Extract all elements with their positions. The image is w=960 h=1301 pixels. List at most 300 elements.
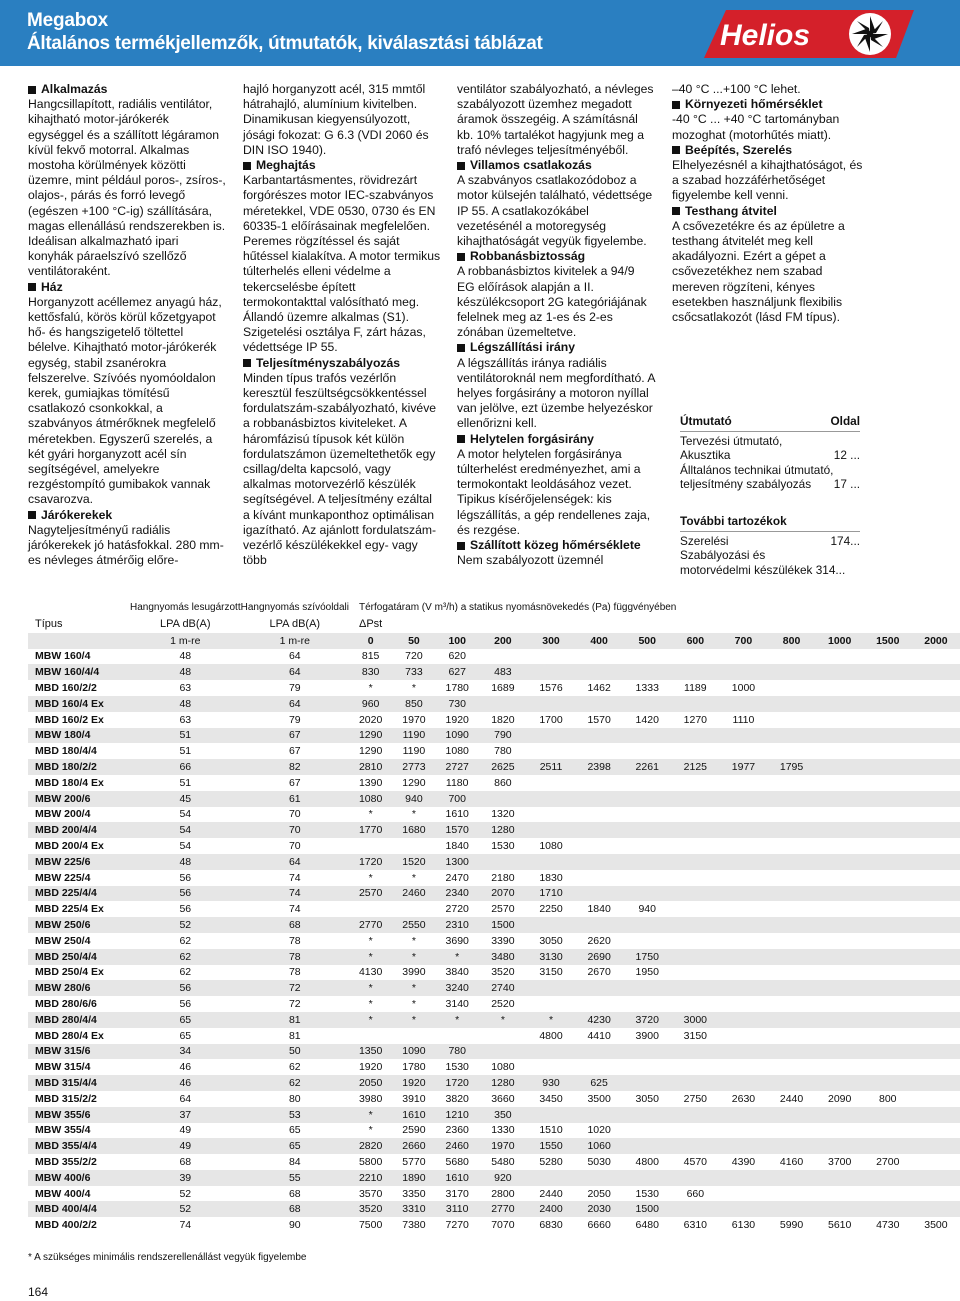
airflow-cell: 1530 (445, 1061, 469, 1074)
airflow-cell (719, 870, 767, 886)
airflow-cell: 2030 (575, 1201, 623, 1217)
type-cell: MBW 200/4 (35, 808, 91, 821)
airflow-cell (912, 870, 960, 886)
airflow-cell: 3150 (683, 1029, 708, 1042)
type-cell: MBD 280/6/6 (35, 998, 97, 1011)
airflow-cell (623, 838, 671, 854)
noise-cell: 62 (179, 934, 192, 947)
airflow-cell (479, 696, 527, 712)
airflow-cell (575, 854, 623, 870)
airflow-cell (912, 822, 960, 838)
table-row (28, 933, 960, 949)
airflow-cell (527, 649, 575, 665)
airflow-cell (719, 854, 767, 870)
airflow-cell: 2590 (402, 1124, 426, 1137)
noise-cell: 74 (241, 886, 349, 902)
airflow-cell (768, 886, 816, 902)
airflow-cell: 2550 (392, 917, 435, 933)
body-paragraph: Nem szabályozott üzemnél (457, 553, 604, 568)
airflow-cell: * (368, 682, 373, 695)
bullet-square-icon (243, 162, 251, 170)
airflow-cell (768, 775, 816, 791)
pressure-header-cell: 2000 (912, 633, 960, 649)
airflow-cell (912, 807, 960, 823)
airflow-cell (864, 870, 912, 886)
airflow-cell: * (411, 682, 416, 695)
airflow-cell (527, 980, 575, 996)
bullet-square-icon (457, 435, 465, 443)
header-dp: ΔPst (359, 618, 383, 631)
airflow-cell (719, 1028, 767, 1044)
noise-cell: 39 (130, 1170, 241, 1186)
airflow-cell: 4800 (635, 1155, 659, 1168)
type-cell: MBD 355/4/4 (28, 1138, 130, 1154)
airflow-cell (768, 965, 816, 981)
airflow-cell: 2020 (358, 713, 383, 726)
airflow-cell (912, 664, 960, 680)
airflow-cell (719, 1138, 767, 1154)
airflow-cell: 1060 (575, 1138, 623, 1154)
airflow-cell (864, 696, 912, 712)
section-heading (457, 538, 655, 553)
airflow-cell (527, 807, 575, 823)
airflow-cell (719, 728, 767, 744)
airflow-cell (719, 1012, 767, 1028)
airflow-cell (479, 1044, 527, 1060)
airflow-cell (816, 1044, 864, 1060)
airflow-cell (719, 1059, 767, 1075)
airflow-cell: 2630 (731, 1092, 756, 1105)
noise-cell: 82 (241, 759, 349, 775)
pressure-header-cell: 800 (768, 633, 816, 649)
airflow-cell (816, 1186, 864, 1202)
airflow-cell: 780 (436, 1044, 479, 1060)
table-row (28, 1138, 960, 1154)
airflow-cell: 1520 (392, 854, 435, 870)
airflow-cell: 483 (479, 664, 527, 680)
airflow-cell (671, 791, 719, 807)
airflow-cell (768, 822, 816, 838)
airflow-cell: 660 (686, 1187, 705, 1200)
airflow-cell: 1830 (539, 871, 563, 884)
airflow-cell: 960 (349, 696, 392, 712)
airflow-cell (912, 949, 960, 965)
table-row (28, 1044, 960, 1060)
noise-cell: 54 (179, 808, 192, 821)
airflow-cell (671, 1059, 719, 1075)
airflow-cell (719, 1201, 767, 1217)
airflow-cell: 1290 (358, 745, 383, 758)
airflow-cell: 5770 (402, 1155, 426, 1168)
airflow-cell: 4230 (575, 1012, 623, 1028)
pressure-header-cell: 1500 (864, 633, 912, 649)
airflow-cell (623, 870, 671, 886)
airflow-cell (864, 775, 912, 791)
body-paragraph: A szabványos csatlakozódoboz a motor külsején található, védettsége IP 55. A csatlakozókábel vezetésénél a motoregység kihajthatóságát vegyük figyelembe. (457, 173, 653, 249)
airflow-cell: 2050 (587, 1187, 611, 1200)
logo-fan-icon (849, 13, 891, 55)
table-row (28, 1091, 960, 1107)
type-cell: MBD 200/4/4 (28, 822, 130, 838)
airflow-cell: 940 (392, 791, 435, 807)
airflow-cell: 1110 (732, 713, 755, 726)
airflow-cell: 1180 (445, 776, 469, 789)
airflow-cell: 1610 (392, 1107, 435, 1123)
noise-cell: 65 (288, 1124, 301, 1137)
type-cell: MBW 225/6 (28, 854, 130, 870)
accessories-row-label: motorvédelmi készülékek 314... (680, 562, 846, 577)
airflow-cell (912, 696, 960, 712)
noise-cell: 79 (288, 682, 301, 695)
noise-cell: 80 (288, 1092, 301, 1105)
section-heading (457, 432, 655, 447)
airflow-cell (816, 1075, 864, 1091)
bullet-square-icon (672, 146, 680, 154)
type-cell: MBD 250/4 Ex (35, 966, 104, 979)
bullet-square-icon (457, 162, 465, 170)
noise-cell: 67 (241, 728, 349, 744)
airflow-cell (864, 743, 912, 759)
body-paragraph: A légszállítás iránya radiális ventilátoroknál nem megfordítható. A helyes forgásirány a motoron nyíllal van jelölve, ezt üzembe helyezéskor ellenőrizni kell. (457, 355, 655, 431)
airflow-cell: 1333 (635, 682, 659, 695)
table-row (28, 1075, 960, 1091)
airflow-cell (671, 649, 719, 665)
airflow-cell (816, 1201, 864, 1217)
noise-cell: 54 (130, 822, 241, 838)
airflow-cell (623, 1123, 671, 1139)
airflow-cell (575, 649, 623, 665)
noise-cell: 64 (288, 650, 301, 663)
noise-cell: 66 (130, 759, 241, 775)
airflow-cell: 2810 (349, 759, 392, 775)
airflow-cell (575, 664, 623, 680)
airflow-cell (527, 743, 575, 759)
airflow-cell: 620 (448, 650, 466, 663)
airflow-cell: 1280 (479, 1075, 527, 1091)
noise-cell: 49 (179, 1124, 192, 1137)
noise-cell: 74 (179, 1219, 192, 1232)
airflow-cell: 1530 (491, 840, 515, 853)
airflow-cell (719, 696, 767, 712)
accessories-row-page: 174... (830, 533, 860, 548)
airflow-cell (864, 1044, 912, 1060)
type-cell: MBD 225/4 Ex (35, 903, 104, 916)
pressure-header-cell: 100 (436, 633, 479, 649)
guide-page-label: Oldal (830, 414, 860, 428)
airflow-cell (623, 1107, 671, 1123)
airflow-cell (816, 822, 864, 838)
noise-cell: 45 (130, 791, 241, 807)
table-row (28, 1201, 960, 1217)
airflow-cell (816, 680, 864, 696)
body-paragraph: Horganyzott acéllemez anyagú ház, kettősfalú, körös körül kőzetgyapot hő- és hangszigetelő töltettel bélelve. Kihajtható motor-járókerék egység, stabil zsanérokra felszerelve. Szívóés nyomóoldalon kerek, gumiajkas tömítésű csatlakozó csonkokkal, a szabványos átmérőknek megfelelő méretekben. Egyszerű szerelés, a két gyári horganyzott acél sín segítségével, amelyekre rezgéstompító gumibakok vannak csavarozva. (28, 294, 222, 507)
airflow-cell (575, 822, 623, 838)
airflow-cell (912, 1107, 960, 1123)
airflow-cell (912, 996, 960, 1012)
airflow-cell (816, 1012, 864, 1028)
airflow-cell: 1290 (349, 728, 392, 744)
airflow-cell (912, 980, 960, 996)
airflow-cell: 1820 (491, 713, 515, 726)
airflow-cell (623, 1170, 671, 1186)
airflow-cell (527, 696, 575, 712)
airflow-cell: 3500 (587, 1092, 611, 1105)
text-column-3 (457, 82, 655, 569)
airflow-cell (768, 838, 816, 854)
section-heading-text: Légszállítási irány (470, 340, 575, 355)
airflow-cell (816, 949, 864, 965)
noise-cell: 56 (130, 980, 241, 996)
airflow-cell: 2460 (436, 1138, 479, 1154)
airflow-cell (816, 775, 864, 791)
airflow-cell: 733 (392, 664, 435, 680)
airflow-cell: 2125 (671, 759, 719, 775)
airflow-cell: 1462 (587, 682, 611, 695)
airflow-cell (912, 1012, 960, 1028)
type-cell: MBW 280/6 (28, 980, 130, 996)
table-row (28, 886, 960, 902)
airflow-cell (768, 1012, 816, 1028)
airflow-cell (816, 664, 864, 680)
airflow-cell: 1280 (479, 822, 527, 838)
noise-cell: 70 (288, 840, 301, 853)
airflow-cell: 2700 (876, 1155, 900, 1168)
airflow-cell: 5990 (779, 1219, 804, 1232)
noise-cell: 81 (288, 1029, 301, 1042)
airflow-cell (768, 1138, 816, 1154)
guide-row-label: Tervezési útmutató, (680, 433, 783, 448)
airflow-cell (864, 1170, 912, 1186)
airflow-cell (864, 838, 912, 854)
table-row (28, 1154, 960, 1170)
airflow-cell: 790 (479, 728, 527, 744)
airflow-cell (671, 980, 719, 996)
airflow-cell (671, 1044, 719, 1060)
airflow-cell: 4390 (731, 1155, 756, 1168)
type-cell: MBD 160/2 Ex (35, 713, 104, 726)
airflow-cell: 3980 (358, 1092, 383, 1105)
airflow-cell (768, 807, 816, 823)
airflow-cell (671, 1075, 719, 1091)
airflow-cell: 2398 (575, 759, 623, 775)
airflow-cell: 3000 (671, 1012, 719, 1028)
airflow-cell (912, 1059, 960, 1075)
type-cell: MBW 315/4 (35, 1061, 91, 1074)
body-paragraph: Karbantartásmentes, rövidrezárt forgórészes motor IEC-szabványos méretekkel, VDE 0530, 0730 és EN 60335-1 előírásainak megfelelően. Peremes rögzítéssel és saját hűtéssel kialakítva. A motor termikus túlterhelés elleni védelme a tekercselésbe épített termokontakttal valósítható meg. Állandó üzemre alkalmas (S1). Szigetelési osztálya F, zárt házas, védettsége IP 55. (243, 173, 441, 355)
airflow-cell: 3110 (436, 1201, 479, 1217)
bullet-square-icon (457, 542, 465, 550)
airflow-cell (575, 696, 623, 712)
table-row (28, 649, 960, 665)
type-cell: MBD 160/2/2 (35, 682, 97, 695)
airflow-cell: 2360 (445, 1124, 469, 1137)
page-title: Általános termékjellemzők, útmutatók, kiválasztási táblázat (27, 33, 543, 54)
section-heading-text: Környezeti hőmérséklet (685, 97, 823, 112)
noise-cell: 46 (130, 1075, 241, 1091)
airflow-cell: 3900 (635, 1029, 659, 1042)
guide-row-page: 17 ... (833, 477, 860, 491)
noise-cell: 34 (130, 1044, 241, 1060)
airflow-cell (864, 933, 912, 949)
airflow-cell: 800 (879, 1092, 897, 1105)
section-heading (457, 249, 655, 264)
airflow-cell: 3140 (445, 998, 469, 1011)
airflow-cell: 3700 (827, 1155, 852, 1168)
airflow-cell (768, 933, 816, 949)
type-cell: MBD 180/4 Ex (35, 776, 104, 789)
airflow-cell (671, 917, 719, 933)
airflow-cell: 830 (349, 664, 392, 680)
header-airflow: Térfogatáram (V m³/h) a statikus nyomásnövekedés (Pa) függvényében (359, 601, 677, 613)
noise-cell: 67 (288, 776, 301, 789)
airflow-cell (623, 791, 671, 807)
airflow-cell: 2770 (349, 917, 392, 933)
airflow-cell (816, 743, 864, 759)
type-cell: MBD 315/2/2 (35, 1092, 97, 1105)
noise-cell: 78 (288, 966, 301, 979)
airflow-cell: 1189 (684, 682, 707, 695)
airflow-cell (575, 1044, 623, 1060)
airflow-cell: 2740 (479, 980, 527, 996)
airflow-cell (671, 696, 719, 712)
type-cell: MBD 180/2/2 (28, 759, 130, 775)
airflow-cell (816, 917, 864, 933)
airflow-cell: 6830 (539, 1219, 563, 1232)
airflow-cell (719, 949, 767, 965)
table-row (28, 680, 960, 696)
table-row (28, 759, 960, 775)
pressure-header-cell: 300 (527, 633, 575, 649)
table-row (28, 807, 960, 823)
section-heading (28, 82, 226, 97)
airflow-cell (864, 901, 912, 917)
airflow-cell (864, 1059, 912, 1075)
table-row (28, 1186, 960, 1202)
airflow-cell: * (411, 934, 416, 947)
pressure-header-cell: 200 (479, 633, 527, 649)
airflow-cell: * (411, 871, 416, 884)
noise-cell: 68 (241, 917, 349, 933)
airflow-cell: 1610 (445, 808, 469, 821)
airflow-cell: 4800 (539, 1029, 563, 1042)
airflow-cell (623, 649, 671, 665)
table-row (28, 1012, 960, 1028)
airflow-cell (768, 1028, 816, 1044)
airflow-cell: 2070 (479, 886, 527, 902)
airflow-cell: * (436, 1012, 479, 1028)
airflow-cell (436, 1028, 479, 1044)
section-heading-text: Ház (41, 279, 63, 294)
airflow-cell (575, 1059, 623, 1075)
guide-row-label: Álltalános technikai útmutató, (680, 462, 834, 477)
airflow-cell: 2727 (436, 759, 479, 775)
airflow-cell (864, 1107, 912, 1123)
table-row (28, 664, 960, 680)
body-paragraph: A motor helytelen forgásiránya túlterhelést eredményezhet, ami a termokontakt leoldásához vezet. Tipikus kísérőjelenségek: kis légszállítás, a gép rendellenes zaja, és rezgése. (457, 446, 651, 537)
airflow-cell (864, 1186, 912, 1202)
airflow-cell (768, 870, 816, 886)
airflow-cell: 2620 (587, 934, 611, 947)
airflow-cell: 2570 (491, 903, 515, 916)
type-cell: MBW 200/6 (28, 791, 130, 807)
table-row (28, 901, 960, 917)
noise-cell: 48 (130, 696, 241, 712)
airflow-cell (623, 996, 671, 1012)
airflow-cell: 1920 (358, 1061, 383, 1074)
bullet-square-icon (457, 344, 465, 352)
airflow-cell: * (411, 998, 416, 1011)
airflow-cell (912, 1075, 960, 1091)
airflow-cell (912, 917, 960, 933)
airflow-cell (623, 1138, 671, 1154)
body-paragraph: Nagyteljesítményű radiális járókerekek jó hatásfokkal. 280 mm-es névleges átmérőig előre- (28, 522, 224, 568)
airflow-cell: 2440 (779, 1092, 804, 1105)
airflow-cell: 6480 (635, 1219, 659, 1232)
table-row (28, 712, 960, 728)
airflow-cell (816, 807, 864, 823)
airflow-cell (912, 1028, 960, 1044)
airflow-cell: 1720 (436, 1075, 479, 1091)
body-paragraph: –40 °C ...+100 °C lehet. (672, 82, 801, 96)
header-lpa-inlet: LPA dB(A) (269, 618, 321, 631)
airflow-cell (864, 996, 912, 1012)
airflow-cell (768, 917, 816, 933)
table-row (28, 775, 960, 791)
airflow-cell: 3520 (349, 1201, 392, 1217)
airflow-cell: 730 (436, 696, 479, 712)
bullet-square-icon (672, 101, 680, 109)
airflow-cell: 3170 (445, 1187, 469, 1200)
airflow-cell: 1210 (436, 1107, 479, 1123)
airflow-cell: * (349, 980, 392, 996)
airflow-cell (864, 1123, 912, 1139)
airflow-cell (719, 996, 767, 1012)
airflow-cell: 1500 (479, 917, 527, 933)
noise-cell: 68 (179, 1155, 192, 1168)
noise-cell: 51 (130, 728, 241, 744)
table-row (28, 838, 960, 854)
airflow-cell (864, 1138, 912, 1154)
airflow-cell: 1190 (392, 728, 435, 744)
airflow-cell (479, 649, 527, 665)
airflow-cell (912, 728, 960, 744)
airflow-cell (623, 917, 671, 933)
airflow-cell (575, 775, 623, 791)
airflow-cell: * (368, 998, 373, 1011)
airflow-cell (671, 807, 719, 823)
airflow-cell (527, 917, 575, 933)
airflow-cell (816, 965, 864, 981)
airflow-cell: 1350 (349, 1044, 392, 1060)
body-paragraph: -40 °C ... +40 °C tartományban mozoghat (motorhűtés miatt). (672, 112, 840, 142)
airflow-cell: 920 (479, 1170, 527, 1186)
airflow-cell (816, 791, 864, 807)
airflow-cell (719, 838, 767, 854)
airflow-cell (768, 1186, 816, 1202)
airflow-cell: * (368, 808, 373, 821)
airflow-cell: 1090 (436, 728, 479, 744)
airflow-cell (816, 1028, 864, 1044)
noise-cell: 68 (241, 1201, 349, 1217)
airflow-cell (864, 854, 912, 870)
airflow-cell (623, 980, 671, 996)
noise-cell: 53 (241, 1107, 349, 1123)
airflow-cell (768, 791, 816, 807)
airflow-cell: 1920 (445, 713, 469, 726)
airflow-cell: 3500 (924, 1219, 948, 1232)
airflow-cell: 5680 (445, 1155, 469, 1168)
noise-cell: 90 (288, 1219, 301, 1232)
